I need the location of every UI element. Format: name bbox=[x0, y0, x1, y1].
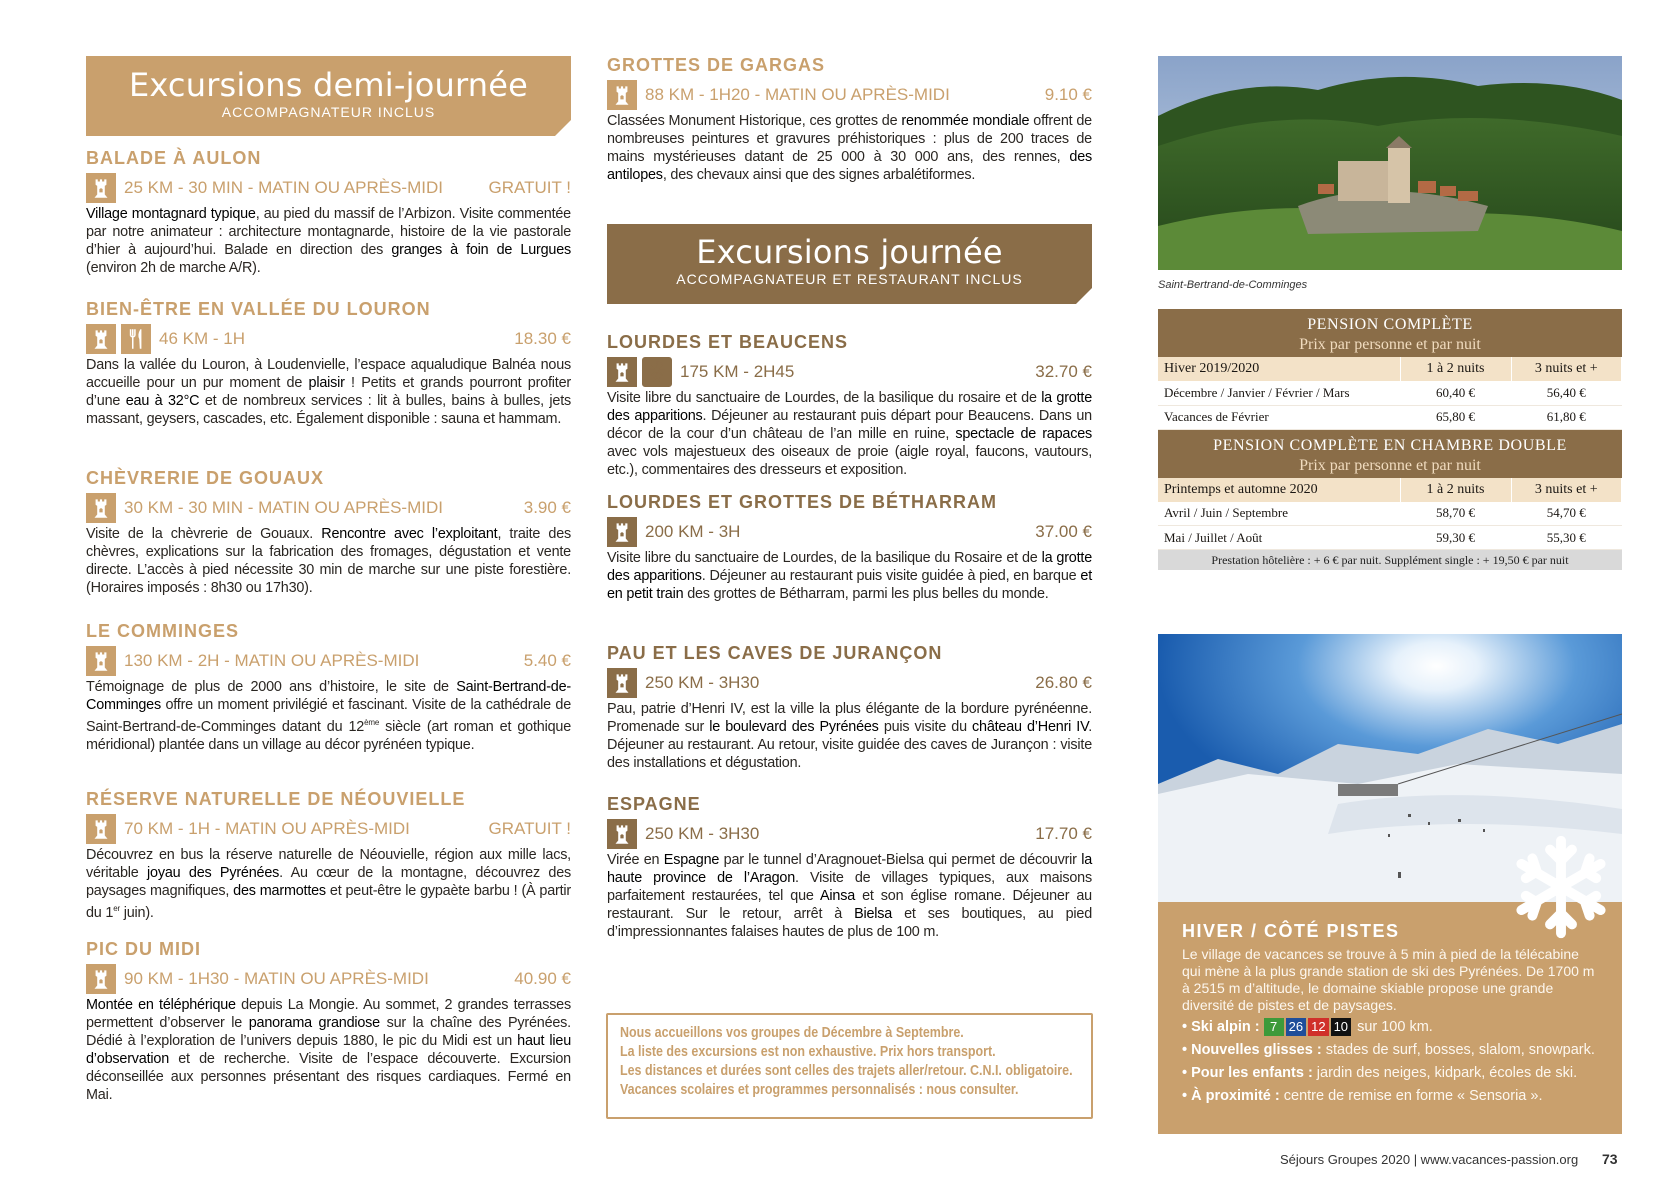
excursion-meta bbox=[86, 491, 571, 525]
excursion-info: 175 KM - 2H45 bbox=[680, 362, 795, 381]
table-cell: 59,30 € bbox=[1400, 526, 1511, 550]
winter-bullet bbox=[1182, 1064, 1598, 1083]
excursion-title: PIC DU MIDI bbox=[86, 939, 202, 959]
excursion-price: 40.90 € bbox=[514, 969, 571, 988]
excursion-meta bbox=[607, 78, 1092, 112]
excursion-description: Classées Monument Historique, ces grottes de renommée mondiale offrent de nombreuses peintures et gravures préhistoriques : plus de 200 traces de mains mystérieuses datant de 25 000 à 30 000 ans, des rennes, des antilopes, des chevaux ainsi que des signes arbalétiformes. bbox=[607, 113, 1092, 183]
excursion-description: Village montagnard typique, au pied du massif de l’Arbizon. Visite commentée par notre animateur : architecture montagnarde, histoire de la vie pastorale d’hier à aujourd’hui. Balade en direction des granges à foin de Lurgues (environ 2h de marche A/R). bbox=[86, 206, 572, 276]
monument-icon bbox=[86, 964, 116, 994]
monument-icon bbox=[86, 814, 116, 844]
monument-icon bbox=[607, 819, 637, 849]
winter-ski-line bbox=[1182, 1018, 1598, 1037]
bullet-label: • À proximité : bbox=[1182, 1088, 1280, 1104]
table1-head-short: 1 à 2 nuits bbox=[1400, 357, 1511, 381]
excursion-info: 250 KM - 3H30 bbox=[645, 824, 760, 843]
table-cell: Vacances de Février bbox=[1158, 405, 1400, 429]
table2-head-row bbox=[1158, 478, 1622, 502]
excursion-meta bbox=[607, 817, 1092, 851]
table2-subtitle: Prix par personne et par nuit bbox=[1299, 456, 1481, 474]
table2-header bbox=[1158, 430, 1622, 478]
monument-icon bbox=[86, 173, 116, 203]
table-cell: 55,30 € bbox=[1511, 526, 1622, 550]
table2-head-season: Printemps et automne 2020 bbox=[1158, 478, 1400, 502]
bullet-text: jardin des neiges, kidpark, écoles de ski. bbox=[1312, 1065, 1578, 1081]
excursion-info: 70 KM - 1H - MATIN OU APRÈS-MIDI bbox=[124, 819, 410, 838]
excursion-meta bbox=[86, 812, 571, 846]
excursion-item bbox=[86, 620, 571, 754]
excursion-item bbox=[86, 147, 571, 277]
table1-head-long: 3 nuits et + bbox=[1511, 357, 1622, 381]
excursion-title: BALADE À AULON bbox=[86, 148, 262, 168]
table1-head-row bbox=[1158, 357, 1622, 381]
excursion-info: 25 KM - 30 MIN - MATIN OU APRÈS-MIDI bbox=[124, 178, 443, 197]
bullet-label: • Pour les enfants : bbox=[1182, 1065, 1313, 1081]
table1-head-season: Hiver 2019/2020 bbox=[1158, 357, 1400, 381]
excursion-price: 26.80 € bbox=[1035, 673, 1092, 692]
excursion-description: Virée en Espagne par le tunnel d’Aragnouet-Bielsa qui permet de découvrir la haute province de l’Aragon. Visite de villages typiques, aux maisons parfaitement restaurées, tel que Ainsa et son église romane. Déjeuner au restaurant. Sur le retour, arrêt à Bielsa et ses boutiques, au pied d’impressionnantes falaises hautes de plus de 100 m. bbox=[607, 852, 1093, 940]
monument-icon bbox=[607, 668, 637, 698]
info-notice bbox=[606, 1013, 1093, 1119]
excursion-meta bbox=[86, 644, 571, 678]
photo-caption: Saint-Bertrand-de-Comminges bbox=[1158, 279, 1308, 291]
bullet-text: centre de remise en forme « Sensoria ». bbox=[1279, 1088, 1543, 1104]
excursion-price: 17.70 € bbox=[1035, 824, 1092, 843]
table1-grid bbox=[1158, 357, 1622, 430]
winter-bullet bbox=[1182, 1087, 1598, 1106]
excursion-meta bbox=[607, 666, 1092, 700]
table1-title: PENSION COMPLÈTE bbox=[1307, 316, 1473, 333]
excursion-info: 200 KM - 3H bbox=[645, 522, 741, 541]
excursion-meta bbox=[86, 322, 571, 356]
table2-head-short: 1 à 2 nuits bbox=[1400, 478, 1511, 502]
excursion-info: 250 KM - 3H30 bbox=[645, 673, 760, 692]
excursion-meta bbox=[607, 355, 1092, 389]
excursion-info: 46 KM - 1H bbox=[159, 329, 245, 348]
excursion-title: ESPAGNE bbox=[607, 794, 701, 814]
ferris-wheel-icon bbox=[642, 357, 672, 387]
table-row bbox=[1158, 502, 1622, 526]
excursion-meta bbox=[86, 171, 571, 205]
excursion-title: PAU ET LES CAVES DE JURANÇON bbox=[607, 643, 943, 663]
page-number: 73 bbox=[1602, 1151, 1618, 1167]
excursion-description: Témoignage de plus de 2000 ans d’histoire, le site de Saint-Bertrand-de-Comminges offre un moment privilégié et fascinant. Visite de la cathédrale de Saint-Bertrand-de-Comminges datant du 12ème siècle (art roman et gothique méridional) plantée dans un village au décor pyrénéen typique. bbox=[86, 679, 571, 753]
excursion-item bbox=[607, 54, 1092, 184]
pricing-table-full-board bbox=[1158, 309, 1622, 570]
table-row bbox=[1158, 381, 1622, 405]
excursion-price: 9.10 € bbox=[1044, 85, 1092, 104]
table-row bbox=[1158, 526, 1622, 550]
winter-box bbox=[1158, 902, 1622, 1134]
monument-icon bbox=[607, 80, 637, 110]
excursion-price: 32.70 € bbox=[1035, 362, 1092, 381]
monument-icon bbox=[86, 493, 116, 523]
excursion-title: RÉSERVE NATURELLE DE NÉOUVIELLE bbox=[86, 789, 466, 809]
excursion-item bbox=[607, 642, 1092, 772]
half-day-subtitle: ACCOMPAGNATEUR INCLUS bbox=[221, 104, 436, 120]
snowflake-icon bbox=[1506, 832, 1616, 942]
black-slope-badge: 10 bbox=[1331, 1018, 1351, 1036]
excursion-title: LE COMMINGES bbox=[86, 621, 240, 641]
excursion-description: Visite de la chèvrerie de Gouaux. Rencontre avec l’exploitant, traite des chèvres, explications sur la fabrication des fromages, dégustation et vente directe. L’accès à pied nécessite 30 min de marche sur une piste forestière. (Horaires imposés : 8h30 ou 17h30). bbox=[86, 526, 572, 596]
table-cell: 61,80 € bbox=[1511, 405, 1622, 429]
table-cell: 65,80 € bbox=[1400, 405, 1511, 429]
blue-slope-badge: 26 bbox=[1286, 1018, 1306, 1036]
excursion-item bbox=[607, 793, 1092, 941]
monument-icon bbox=[86, 646, 116, 676]
excursion-price: GRATUIT ! bbox=[488, 178, 571, 197]
excursion-description: Visite libre du sanctuaire de Lourdes, de la basilique du Rosaire et de la grotte des apparitions. Déjeuner au restaurant puis visite guidée à pied, en barque et en petit train des grottes de Bétharram, parmi les plus belles du monde. bbox=[607, 550, 1092, 602]
table-cell: Avril / Juin / Septembre bbox=[1158, 502, 1400, 526]
monument-icon bbox=[607, 357, 637, 387]
table2-title: PENSION COMPLÈTE EN CHAMBRE DOUBLE bbox=[1213, 436, 1567, 454]
table-cell: Décembre / Janvier / Février / Mars bbox=[1158, 381, 1400, 405]
excursion-price: 5.40 € bbox=[523, 651, 571, 670]
excursion-title: LOURDES ET GROTTES DE BÉTHARRAM bbox=[607, 492, 998, 512]
excursion-item bbox=[607, 331, 1092, 479]
red-slope-badge: 12 bbox=[1308, 1018, 1328, 1036]
excursion-description: Pau, patrie d’Henri IV, est la ville la plus élégante de la bordure pyrénéenne. Promenade sur le boulevard des Pyrénées puis visite du château d’Henri IV. Déjeuner au restaurant. Au retour, visite guidée des caves de Jurançon : visite des installations et dégustation. bbox=[607, 701, 1092, 771]
bullet-label: • Nouvelles glisses : bbox=[1182, 1042, 1322, 1058]
full-day-title: Excursions journée bbox=[696, 233, 1003, 271]
excursion-item bbox=[86, 788, 571, 922]
ski-suffix: sur 100 km. bbox=[1357, 1019, 1433, 1035]
table2-head-long: 3 nuits et + bbox=[1511, 478, 1622, 502]
half-day-header bbox=[86, 56, 571, 136]
ski-label: • Ski alpin : bbox=[1182, 1019, 1260, 1035]
table2-footnote: Prestation hôtelière : + 6 € par nuit. Supplément single : + 19,50 € par nuit bbox=[1158, 550, 1622, 570]
excursion-item bbox=[86, 938, 571, 1104]
excursion-description: Montée en téléphérique depuis La Mongie. Au sommet, 2 grandes terrasses permettent d’observer le panorama grandiose sur la chaîne des Pyrénées. Dédié à l’exploration de l’univers depuis 1880, le pic du Midi est un haut lieu d’observation et de recherche. Visite de l’espace découverte. Excursion déconseillée aux personnes présentant des risques cardiaques. Fermé en Mai. bbox=[86, 997, 572, 1103]
table2-grid bbox=[1158, 478, 1622, 551]
bullet-text: stades de surf, bosses, slalom, snowpark. bbox=[1321, 1042, 1595, 1058]
excursion-info: 130 KM - 2H - MATIN OU APRÈS-MIDI bbox=[124, 651, 420, 670]
winter-text: Le village de vacances se trouve à 5 min à pied de la télécabine qui mène à la plus grande station de ski des Pyrénées. De 1700 m à 2515 m d’altitude, le domaine skiable propose une grande diversité de pistes et de paysages. bbox=[1182, 946, 1595, 1013]
notice-line: Les distances et durées sont celles des trajets aller/retour. C.N.I. obligatoire. bbox=[620, 1063, 1073, 1079]
notice-line: Nous accueillons vos groupes de Décembre à Septembre. bbox=[620, 1025, 964, 1041]
restaurant-icon bbox=[121, 324, 151, 354]
green-slope-badge: 7 bbox=[1264, 1018, 1284, 1036]
excursion-description: Découvrez en bus la réserve naturelle de Néouvielle, région aux mille lacs, véritable joyau des Pyrénées. Au cœur de la montagne, découvrez des paysages magnifiques, des marmottes et peut-être le gypaète barbu ! (À partir du 1er juin). bbox=[86, 847, 572, 921]
full-day-header bbox=[607, 224, 1092, 304]
table-cell: 58,70 € bbox=[1400, 502, 1511, 526]
excursion-info: 30 KM - 30 MIN - MATIN OU APRÈS-MIDI bbox=[124, 498, 443, 517]
excursion-info: 90 KM - 1H30 - MATIN OU APRÈS-MIDI bbox=[124, 969, 429, 988]
table-cell: Mai / Juillet / Août bbox=[1158, 526, 1400, 550]
table1-header bbox=[1158, 309, 1622, 357]
notice-line: La liste des excursions est non exhaustive. Prix hors transport. bbox=[620, 1044, 996, 1060]
excursion-meta bbox=[607, 515, 1092, 549]
table-cell: 60,40 € bbox=[1400, 381, 1511, 405]
excursion-price: 18.30 € bbox=[514, 329, 571, 348]
excursion-price: 3.90 € bbox=[523, 498, 571, 517]
excursion-price: GRATUIT ! bbox=[488, 819, 571, 838]
excursion-title: GROTTES DE GARGAS bbox=[607, 55, 826, 75]
notice-line: Vacances scolaires et programmes personnalisés : nous consulter. bbox=[620, 1082, 1019, 1098]
excursion-item bbox=[86, 298, 571, 428]
excursion-title: CHÈVRERIE DE GOUAUX bbox=[86, 468, 325, 488]
monument-icon bbox=[607, 517, 637, 547]
winter-title: HIVER / CÔTÉ PISTES bbox=[1182, 921, 1400, 941]
excursion-item bbox=[607, 491, 1092, 603]
excursion-meta bbox=[86, 962, 571, 996]
half-day-title: Excursions demi-journée bbox=[128, 66, 529, 104]
excursion-title: BIEN-ÊTRE EN VALLÉE DU LOURON bbox=[86, 299, 431, 319]
excursion-price: 37.00 € bbox=[1035, 522, 1092, 541]
table-cell: 54,70 € bbox=[1511, 502, 1622, 526]
monument-icon bbox=[86, 324, 116, 354]
excursion-description: Visite libre du sanctuaire de Lourdes, de la basilique du rosaire et de la grotte des apparitions. Déjeuner au restaurant puis départ pour Beaucens. Dans un décor de la cour d’un château de l’an mille en ruine, spectacle de rapaces avec vols majestueux des oiseaux de proie (aigle royal, faucons, vautours, etc.), commentaires des dresseurs et exposition. bbox=[607, 390, 1093, 478]
table-row bbox=[1158, 405, 1622, 429]
photo-saint-bertrand bbox=[1158, 56, 1622, 270]
full-day-subtitle: ACCOMPAGNATEUR ET RESTAURANT INCLUS bbox=[676, 271, 1023, 287]
excursion-description: Dans la vallée du Louron, à Loudenvielle, l’espace aqualudique Balnéa nous accueille pour un pur moment de plaisir ! Petits et grands pourront profiter d’une eau à 32°C et de nombreux services : lit à bulles, bains à bulles, jets massant, geysers, cascades, etc. Également disponible : sauna et hammam. bbox=[86, 357, 571, 427]
table1-subtitle: Prix par personne et par nuit bbox=[1299, 336, 1481, 353]
excursion-info: 88 KM - 1H20 - MATIN OU APRÈS-MIDI bbox=[645, 85, 950, 104]
excursion-title: LOURDES ET BEAUCENS bbox=[607, 332, 849, 352]
page-footer: Séjours Groupes 2020 | www.vacances-passion.org bbox=[1280, 1152, 1579, 1167]
winter-bullet bbox=[1182, 1041, 1598, 1060]
excursion-item bbox=[86, 467, 571, 597]
table-cell: 56,40 € bbox=[1511, 381, 1622, 405]
